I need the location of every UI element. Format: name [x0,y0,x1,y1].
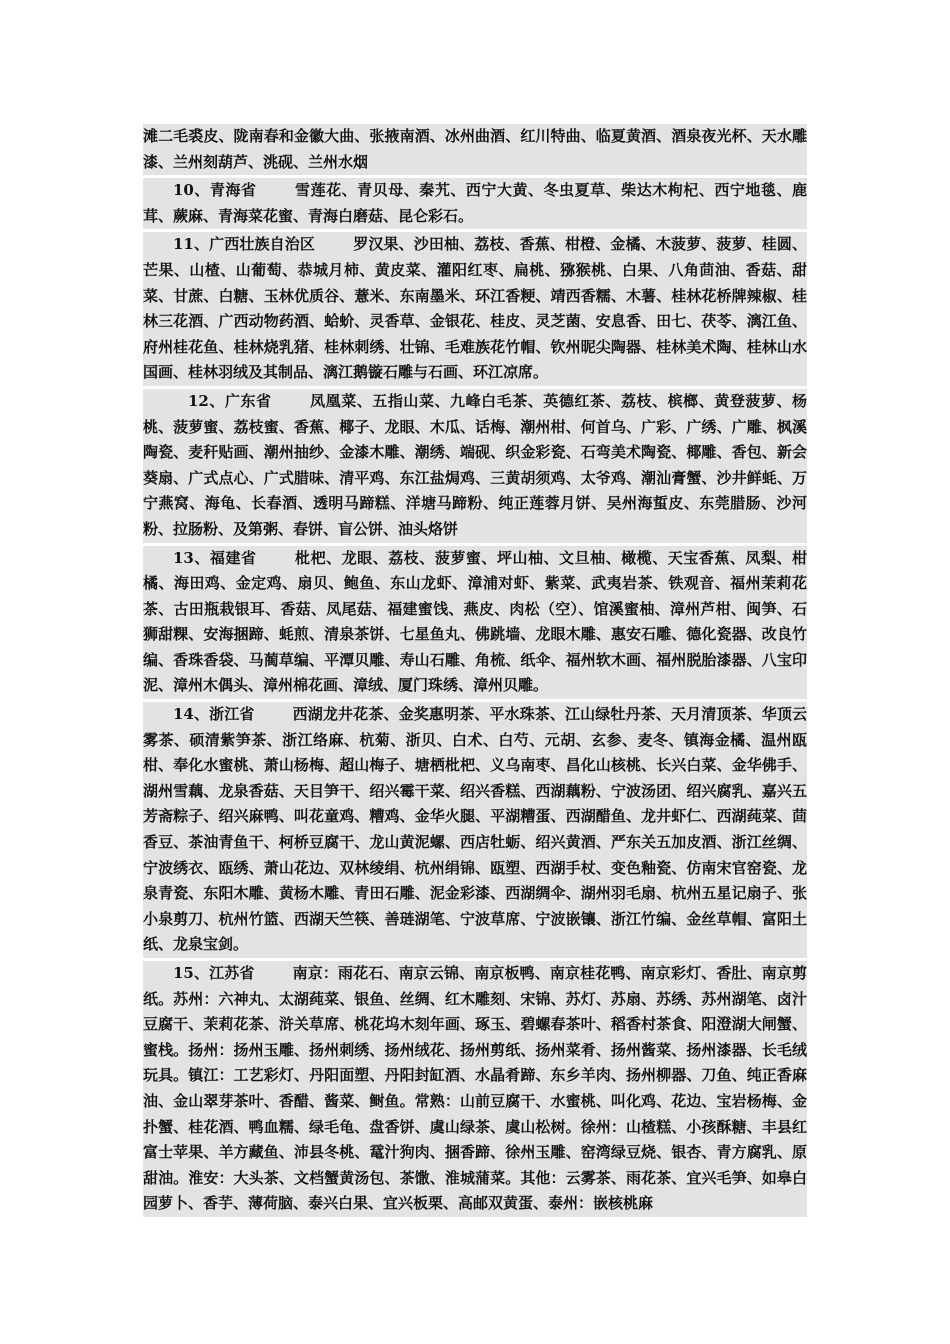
section-heading: 10、青海省 [173,181,257,200]
section-heading: 12、广东省 [188,391,272,410]
paragraph-text: 西湖龙井花茶、金奖惠明茶、平水珠茶、江山绿牡丹茶、天月清顶茶、华顶云雾茶、硕清紫笋茶、浙江络麻、杭菊、浙贝、白术、白芍、元胡、玄参、麦冬、镇海金橘、温州瓯柑、奉化水蜜桃、萧山杨梅、超山梅子、塘栖枇杷、义乌南枣、昌化山核桃、长兴白菜、金华佛手、湖州雪藕、龙泉香菇、天目笋干、绍兴霉干菜、绍兴香糕、西湖藕粉、宁波汤团、绍兴腐乳、嘉兴五芳斋粽子、绍兴麻鸭、叫花童鸡、糟鸡、金华火腿、平湖糟蛋、西湖醋鱼、龙井虾仁、西湖莼菜、茴香豆、茶油青鱼干、柯桥豆腐干、龙山黄泥螺、西店牡蛎、绍兴黄酒、严东关五加皮酒、浙江丝绸、宁波绣衣、瓯绣、萧山花边、双林绫绢、杭州绢锦、瓯塑、西湖手杖、变色釉瓷、仿南宋官窑瓷、龙泉青瓷、东阳木雕、黄杨木雕、青田石雕、泥金彩漆、西湖绸伞、湖州羽毛扇、杭州五星记扇子、张小泉剪刀、杭州竹篮、西湖天竺筷、善琏湖笔、宁波草席、宁波嵌镶、浙江竹编、金丝草帽、富阳土纸、龙泉宝剑。 [143,705,807,954]
paragraph-text: 枇杷、龙眼、荔枝、菠萝蜜、坪山柚、文旦柚、橄榄、天宝香蕉、凤梨、柑橘、海田鸡、金定鸡、扇贝、鲍鱼、东山龙虾、漳浦对虾、紫菜、武夷岩茶、铁观音、福州茉莉花茶、古田瓶栽银耳、香菇、凤尾菇、福建蜜饯、燕皮、肉松（空）、馆溪蜜柚、漳州芦柑、闽笋、石狮甜粿、安海捆蹄、蚝煎、清泉茶饼、七星鱼丸、佛跳墙、龙眼木雕、惠安石雕、德化瓷器、改良竹编、香珠香袋、马蔺草编、平潭贝雕、寿山石雕、角梳、纸伞、福州软木画、福州脱胎漆器、八宝印泥、漳州木偶头、漳州棉花画、漳绒、厦门珠绣、漳州贝雕。 [143,548,807,695]
paragraph-zhejiang [143,702,807,958]
paragraph-fujian [143,546,807,700]
document-page [143,124,807,1220]
paragraph-gansu-continued [143,124,807,175]
paragraph-jiangsu [143,961,807,1217]
paragraph-text: 南京：雨花石、南京云锦、南京板鸭、南京桂花鸭、南京彩灯、香肚、南京剪纸。苏州：六神丸、太湖莼菜、银鱼、丝绸、红木雕刻、宋锦、苏灯、苏扇、苏绣、苏州湖笔、卤汁豆腐干、茉莉花茶、浒关草席、桃花坞木刻年画、琢玉、碧螺春茶叶、稻香村茶食、阳澄湖大闸蟹、蜜栈。扬州：扬州玉雕、扬州刺绣、扬州绒花、扬州剪纸、扬州菜肴、扬州酱菜、扬州漆器、长毛绒玩具。镇江：工艺彩灯、丹阳面塑、丹阳封缸酒、水晶肴蹄、东乡羊肉、扬州柳器、刀鱼、纯正香麻油、金山翠芽茶叶、香醋、酱菜、鲥鱼。常熟：山前豆腐干、水蜜桃、叫化鸡、花边、宝岩杨梅、金扑蟹、桂花酒、鸭血糯、绿毛龟、盘香饼、虞山绿茶、虞山松树。徐州：山楂糕、小孩酥糖、丰县红富士苹果、羊方藏鱼、沛县冬桃、鼋汁狗肉、捆香蹄、徐州玉雕、窑湾绿豆烧、银杏、青方腐乳、原甜油。淮安：大头茶、文档蟹黄汤包、茶馓、淮城蒲菜。其他：云雾茶、雨花茶、宜兴毛笋、如皋白园萝卜、香芋、薄荷脑、泰兴白果、宜兴板栗、高邮双黄蛋、泰州：嵌核桃麻 [143,964,807,1213]
paragraph-guangxi [143,232,807,386]
section-heading: 13、福建省 [173,548,257,567]
paragraph-text: 雪莲花、青贝母、秦艽、西宁大黄、冬虫夏草、柴达木枸杞、西宁地毯、鹿茸、蕨麻、青海菜花蜜、青海白磨菇、昆仑彩石。 [143,181,807,225]
paragraph-text: 罗汉果、沙田柚、荔枝、香蕉、柑橙、金橘、木菠萝、菠萝、桂圆、芒果、山楂、山葡萄、恭城月柿、黄皮菜、灌阳红枣、扁桃、猕猴桃、白果、八角茴油、香菇、甜菜、甘蔗、白糖、玉林优质谷、薏米、东南墨米、环江香粳、靖西香糯、木薯、桂林花桥牌辣椒、桂林三花酒、广西动物药酒、蛤蚧、灵香草、金银花、桂皮、灵芝菌、安息香、田七、茯苓、漓江鱼、府州桂花鱼、桂林烧乳猪、桂林刺绣、壮锦、毛难族花竹帽、钦州昵尖陶器、桂林美术陶、桂林山水国画、桂林羽绒及其制品、漓江鹅镟石雕与石画、环江凉席。 [143,235,807,382]
section-heading: 14、浙江省 [173,705,255,724]
section-heading: 11、广西壮族自治区 [173,235,316,254]
paragraph-guangdong [143,389,807,543]
paragraph-text: 凤凰菜、五指山菜、九峰白毛茶、英德红茶、荔枝、槟榔、黄登菠萝、杨桃、菠萝蜜、荔枝蜜、香蕉、椰子、龙眼、木瓜、话梅、潮州柑、何首乌、广彩、广绣、广雕、枫溪陶瓷、麦秆贴画、潮州抽纱、金漆木雕、潮绣、端砚、织金彩瓷、石弯美术陶瓷、椰雕、香包、新会葵扇、广式点心、广式腊味、清平鸡、东江盐焗鸡、三黄胡须鸡、太爷鸡、潮汕膏蟹、沙井鲜蚝、万宁燕窝、海龟、长春酒、透明马蹄糕、洋塘马蹄粉、纯正莲蓉月饼、吴州海蜇皮、东莞腊肠、沙河粉、拉肠粉、及第粥、春饼、盲公饼、油头烙饼 [143,391,807,538]
paragraph-text: 滩二毛裘皮、陇南春和金徽大曲、张掖南酒、冰州曲酒、红川特曲、临夏黄酒、酒泉夜光杯、天水雕漆、兰州刻葫芦、洮砚、兰州水烟 [143,127,807,171]
paragraph-qinghai [143,178,807,229]
section-heading: 15、江苏省 [173,964,255,982]
